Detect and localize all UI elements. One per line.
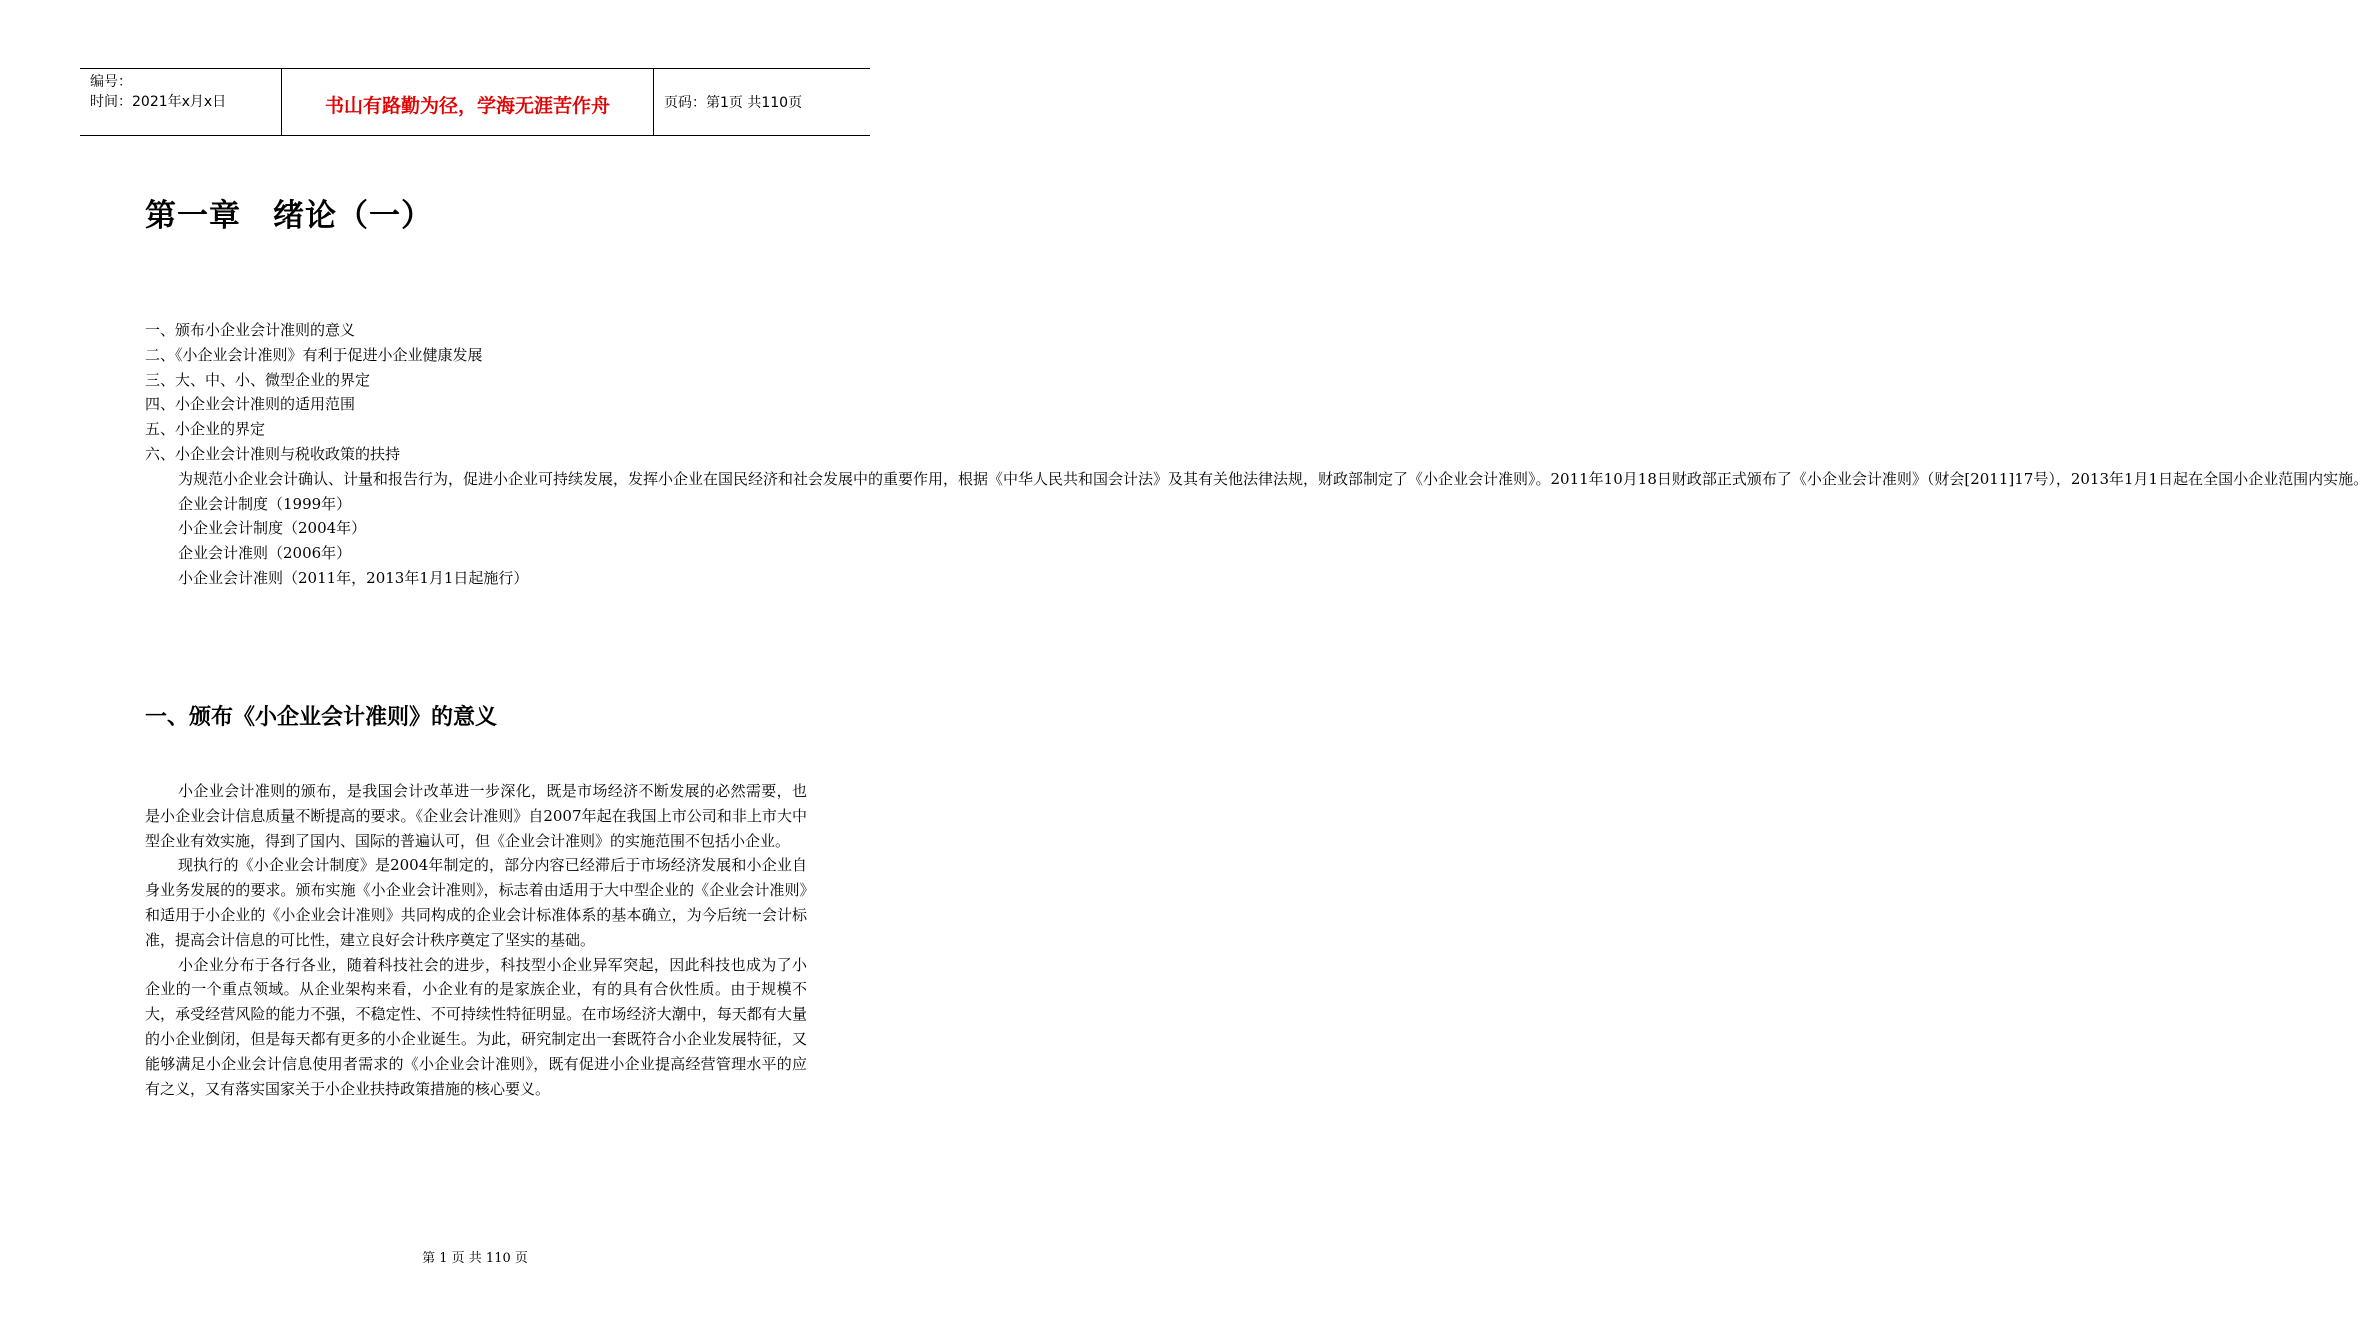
section-body [145,779,807,1101]
header-motto: 书山有路勤为径，学海无涯苦作舟 [282,69,654,135]
page-footer: 第 1 页 共 110 页 [422,1251,528,1266]
page-header [80,68,870,136]
history-item: 小企业会计制度（2004年） [178,519,367,538]
header-page-info: 页码：第1页 共110页 [664,95,803,111]
outline [145,318,2368,591]
body-paragraph: 小企业分布于各行各业，随着科技社会的进步，科技型小企业异军突起，因此科技也成为了小企业的一个重点领域。从企业架构来看，小企业有的是家族企业，有的具有合伙性质。由于规模不大，承受经营风险的能力不强，不稳定性、不可持续性特征明显。在市场经济大潮中，每天都有大量的小企业倒闭，但是每天都有更多的小企业诞生。为此，研究制定出一套既符合小企业发展特征，又能够满足小企业会计信息使用者需求的《小企业会计准则》，既有促进小企业提高经营管理水平的应有之义，又有落实国家关于小企业扶持政策措施的核心要义。 [145,955,807,1098]
outline-item: 五、小企业的界定 [145,420,266,439]
header-meta [80,69,282,135]
document-number-label: 编号： [90,74,132,90]
history-item: 企业会计准则（2006年） [178,544,352,563]
document-date: 时间：2021年x月x日 [90,94,227,110]
section-title: 一、颁布《小企业会计准则》的意义 [145,705,498,730]
history-item: 小企业会计准则（2011年，2013年1月1日起施行） [178,568,529,587]
outline-item: 二、《小企业会计准则》有利于促进小企业健康发展 [145,345,483,364]
intro-paragraph: 为规范小企业会计确认、计量和报告行为，促进小企业可持续发展，发挥小企业在国民经济和社会发展中的重要作用，根据《中华人民共和国会计法》及其有关他法律法规，财政部制定了《小企业会计准则》。2011年10月18日财政部正式颁布了《小企业会计准则》（财会[2011]17号），2013年1月1日起在全国小企业范围内实施。 [178,469,2368,488]
outline-item: 四、小企业会计准则的适用范围 [145,395,356,414]
body-paragraph: 现执行的《小企业会计制度》是2004年制定的，部分内容已经滞后于市场经济发展和小企业自身业务发展的的要求。颁布实施《小企业会计准则》，标志着由适用于大中型企业的《企业会计准则》和适用于小企业的《小企业会计准则》共同构成的企业会计标准体系的基本确立，为今后统一会计标准，提高会计信息的可比性，建立良好会计秩序奠定了坚实的基础。 [145,856,807,949]
body-paragraph: 小企业会计准则的颁布，是我国会计改革进一步深化，既是市场经济不断发展的必然需要，也是小企业会计信息质量不断提高的要求。《企业会计准则》自2007年起在我国上市公司和非上市大中型企业有效实施，得到了国内、国际的普遍认可，但《企业会计准则》的实施范围不包括小企业。 [145,782,807,850]
history-item: 企业会计制度（1999年） [178,494,352,513]
outline-item: 六、小企业会计准则与税收政策的扶持 [145,444,401,463]
outline-item: 一、颁布小企业会计准则的意义 [145,321,356,339]
chapter-title: 第一章 绪论（一） [145,198,433,234]
outline-item: 三、大、中、小、微型企业的界定 [145,370,371,389]
